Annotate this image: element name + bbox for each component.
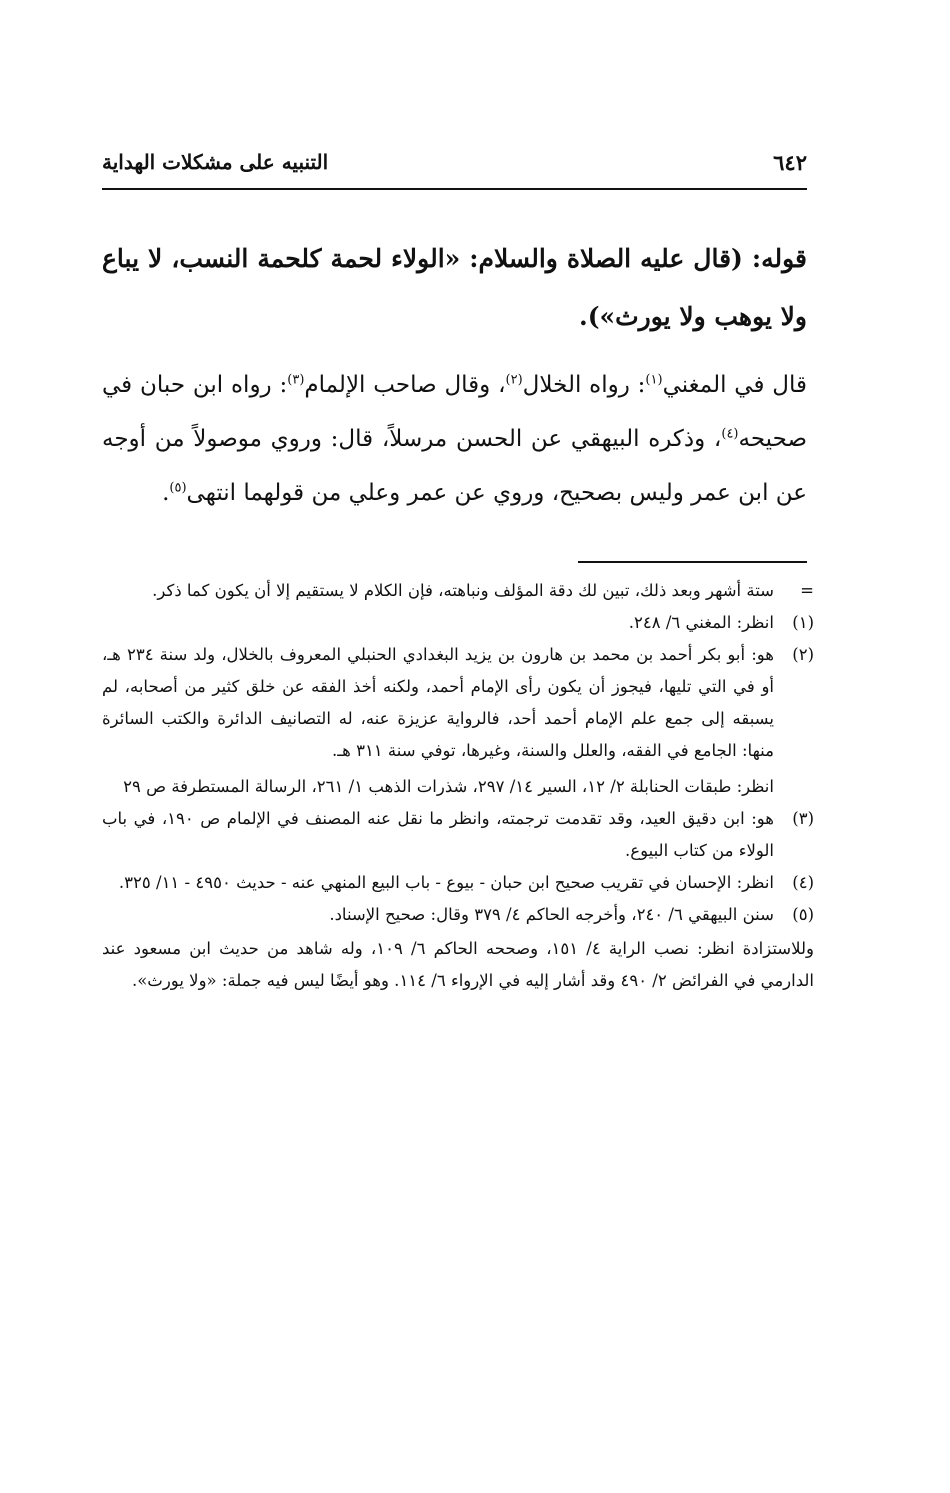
footnote-2 xyxy=(102,639,814,803)
footnote-ref: (٥) xyxy=(169,480,187,496)
footnote-4 xyxy=(102,867,814,899)
continuation-marker: = xyxy=(800,581,814,600)
header-rule xyxy=(102,188,807,190)
para-text: ، وقال صاحب الإلمام xyxy=(304,372,506,398)
para-text: ، وذكره البيهقي عن الحسن مرسلاً، قال: وروي موصولاً من أوجه عن ابن عمر وليس بصحيح، وروي عن عمر وعلي من قولهما انتهى xyxy=(102,426,807,506)
footnote-text: انظر: الإحسان في تقريب صحيح ابن حبان - بيوع - باب البيع المنهي عنه - حديث ٤٩٥٠ - ١١/ ٣٢٥. xyxy=(118,873,774,892)
para-text: . xyxy=(162,480,170,506)
footnote-1 xyxy=(102,607,814,639)
footnote-number: (١) xyxy=(792,613,814,632)
footnote-ref: (٣) xyxy=(287,372,305,388)
footnote-continuation xyxy=(102,575,814,607)
footnote-5-continuation: وللاستزادة انظر: نصب الراية ٤/ ١٥١، وصححه الحاكم ٦/ ١٠٩، وله شاهد من حديث ابن مسعود عند الدارمي في الفرائض ٢/ ٤٩٠ وقد أشار إليه في الإرواء ٦/ ١١٤. وهو أيضًا ليس فيه جملة: «ولا يورث». xyxy=(102,939,814,990)
para-text: قال في المغني xyxy=(662,372,808,398)
running-title: التنبيه على مشكلات الهداية xyxy=(102,150,329,174)
footnote-sources: انظر: طبقات الحنابلة ٢/ ١٢، السير ١٤/ ٢٩٧، شذرات الذهب ١/ ٢٦١، الرسالة المستطرفة ص ٢٩ xyxy=(123,777,774,796)
footnote-text: انظر: المغني ٦/ ٢٤٨. xyxy=(628,613,774,632)
footnotes xyxy=(102,575,814,997)
footnote-ref: (١) xyxy=(645,372,663,388)
page-number: ٦٤٢ xyxy=(773,150,807,175)
footnote-ref: (٢) xyxy=(505,372,523,388)
footnote-text: سنن البيهقي ٦/ ٢٤٠، وأخرجه الحاكم ٤/ ٣٧٩ وقال: صحيح الإسناد. xyxy=(329,905,774,924)
footnote-text: ستة أشهر وبعد ذلك، تبين لك دقة المؤلف ونباهته، فإن الكلام لا يستقيم إلا أن يكون كما ذكر. xyxy=(152,581,774,600)
footnote-text: هو: أبو بكر أحمد بن محمد بن هارون بن يزيد البغدادي الحنبلي المعروف بالخلال، ولد سنة ٢٣٤ هـ، أو في التي تليها، فيجوز أن يكون رأى الإمام أحمد، ولكنه أخذ الفقه عن خلق كثير من أصحابه، لم يسبقه إلى جمع علم الإمام أحمد أحد، فالرواية عزيزة عنه، له التصانيف الدائرة والكتب السائرة منها: الجامع في الفقه، والعلل والسنة، وغيرها، توفي سنة ٣١١ هـ. xyxy=(102,645,774,760)
main-text xyxy=(102,230,807,520)
para-text: : رواه ابن حبان في صحيحه xyxy=(102,372,807,452)
footnote-5 xyxy=(102,899,814,931)
footnote-separator xyxy=(578,561,807,563)
page-header xyxy=(102,150,807,184)
footnote-3 xyxy=(102,803,814,867)
footnote-number: (٥) xyxy=(792,905,814,924)
footnote-ref: (٤) xyxy=(721,426,739,442)
para-text: : رواه الخلال xyxy=(522,372,646,398)
footnote-number: (٤) xyxy=(792,873,814,892)
footnote-number: (٣) xyxy=(792,809,814,828)
body-paragraph xyxy=(102,358,807,520)
quoted-statement: قوله: (قال عليه الصلاة والسلام: «الولاء لحمة كلحمة النسب، لا يباع ولا يوهب ولا يورث»). xyxy=(102,244,807,331)
footnote-text: هو: ابن دقيق العيد، وقد تقدمت ترجمته، وانظر ما نقل عنه المصنف في الإلمام ص ١٩٠، في باب الولاء من كتاب البيوع. xyxy=(102,809,775,860)
footnote-number: (٢) xyxy=(792,645,814,664)
